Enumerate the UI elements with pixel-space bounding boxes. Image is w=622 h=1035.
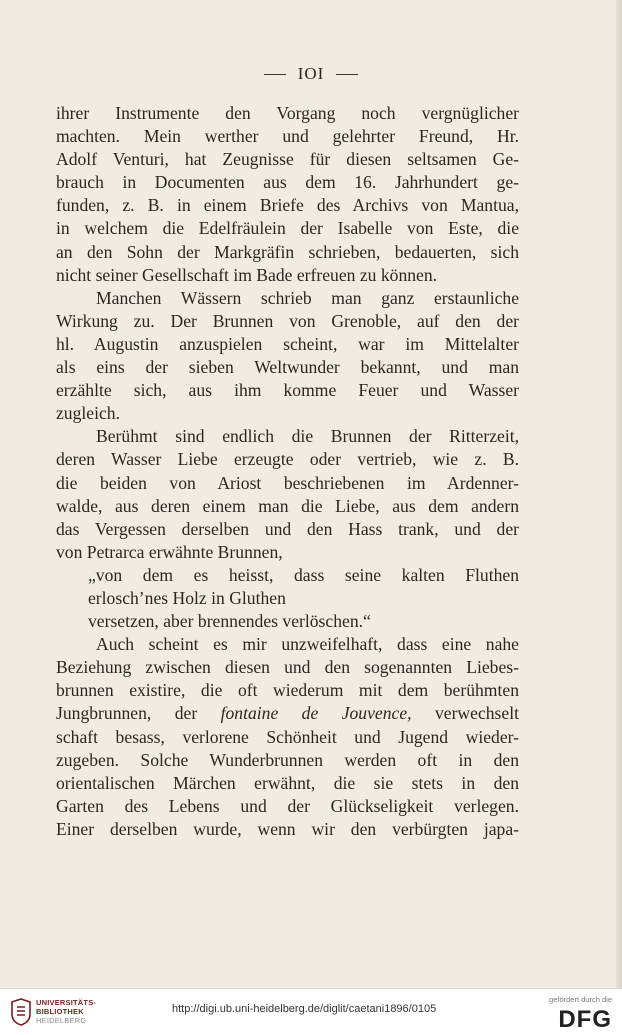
text-line: walde, aus deren einem man die Liebe, aus dem andern: [56, 495, 519, 516]
text-line-with-italic: [56, 702, 519, 725]
text-line: erzählte sich, aus ihm komme Feuer und Wasser: [56, 380, 519, 401]
text-line: Einer derselben wurde, wenn wir den verbürgten japa-: [56, 818, 519, 839]
text-line: machten. Mein werther und gelehrter Freund, Hr.: [56, 126, 519, 147]
text-line: das Vergessen derselben und den Hass trank, und der: [56, 518, 519, 539]
text-line: die beiden von Ariost beschriebenen im Ardenner-: [56, 472, 519, 493]
library-logo-text[interactable]: [36, 998, 96, 1025]
text-line: funden, z. B. in einem Briefe des Archivs von Mantua,: [56, 195, 519, 216]
italic-phrase: fontaine de Jouvence,: [220, 703, 412, 724]
logo-line: BIBLIOTHEK: [36, 1007, 84, 1016]
text-segment: verwechselt: [411, 703, 519, 724]
text-line: Beziehung zwischen diesen und den sogenannten Liebes-: [56, 657, 519, 678]
quote-line: versetzen, aber brennendes verlöschen.“: [88, 611, 371, 632]
page-edge: [616, 0, 622, 988]
text-line: von Petrarca erwähnte Brunnen,: [56, 541, 283, 562]
logo-line: HEIDELBERG: [36, 1016, 87, 1025]
text-line: ihrer Instrumente den Vorgang noch vergnüglicher: [56, 103, 519, 123]
text-line: schaft besass, verlorene Schönheit und Jugend wieder-: [56, 726, 519, 747]
text-line: Auch scheint es mir unzweifelhaft, dass eine nahe: [96, 634, 519, 655]
text-line: in welchem die Edelfräulein der Isabelle von Este, die: [56, 218, 519, 239]
text-line: Adolf Venturi, hat Zeugnisse für diesen seltsamen Ge-: [56, 149, 519, 170]
quote-line: „von dem es heisst, dass seine kalten Fluthen: [88, 564, 519, 585]
page-number: IOI: [297, 64, 325, 83]
viewer-footer: [0, 988, 622, 1035]
text-line: an den Sohn der Markgräfin schrieben, bedauerten, sich: [56, 241, 519, 262]
text-line: [56, 841, 519, 864]
text-line: als eins der sieben Weltwunder bekannt, und man: [56, 357, 519, 378]
text-line: zugeben. Solche Wunderbrunnen werden oft in den: [56, 749, 519, 770]
dash-left: [264, 74, 286, 75]
text-line: brunnen existire, die oft wiederum mit dem berühmten: [56, 680, 519, 701]
text-line: deren Wasser Liebe erzeugte oder vertrieb, wie z. B.: [56, 449, 519, 470]
dash-right: [336, 74, 358, 75]
body-text: [56, 102, 519, 864]
text-line: Manchen Wässern schrieb man ganz erstaunliche: [96, 287, 519, 308]
text-line: Wirkung zu. Der Brunnen von Grenoble, auf den der: [56, 310, 519, 331]
quote-line: erlosch’nes Holz in Gluthen: [88, 587, 286, 608]
text-line: orientalischen Märchen erwähnt, die sie stets in den: [56, 772, 519, 793]
text-segment: Jungbrunnen, der: [56, 703, 221, 724]
text-line: Garten des Lebens und der Glückseligkeit verlegen.: [56, 795, 519, 816]
text-line: Berühmt sind endlich die Brunnen der Ritterzeit,: [96, 426, 519, 447]
text-line: brauch in Documenten aus dem 16. Jahrhundert ge-: [56, 172, 519, 193]
text-line: hl. Augustin anzuspielen scheint, war im Mittelalter: [56, 333, 519, 354]
dfg-logo[interactable]: DFG: [558, 1006, 612, 1033]
text-line: zugleich.: [56, 403, 120, 424]
permalink-url[interactable]: http://digi.ub.uni-heidelberg.de/diglit/caetani1896/0105: [172, 1003, 437, 1015]
text-line: nicht seiner Gesellschaft im Bade erfreuen zu können.: [56, 264, 438, 285]
logo-line: UNIVERSITÄTS-: [36, 998, 97, 1007]
university-seal-icon: [9, 998, 33, 1026]
funding-note: gefördert durch die: [549, 995, 612, 1004]
page-number-header: [0, 62, 622, 86]
